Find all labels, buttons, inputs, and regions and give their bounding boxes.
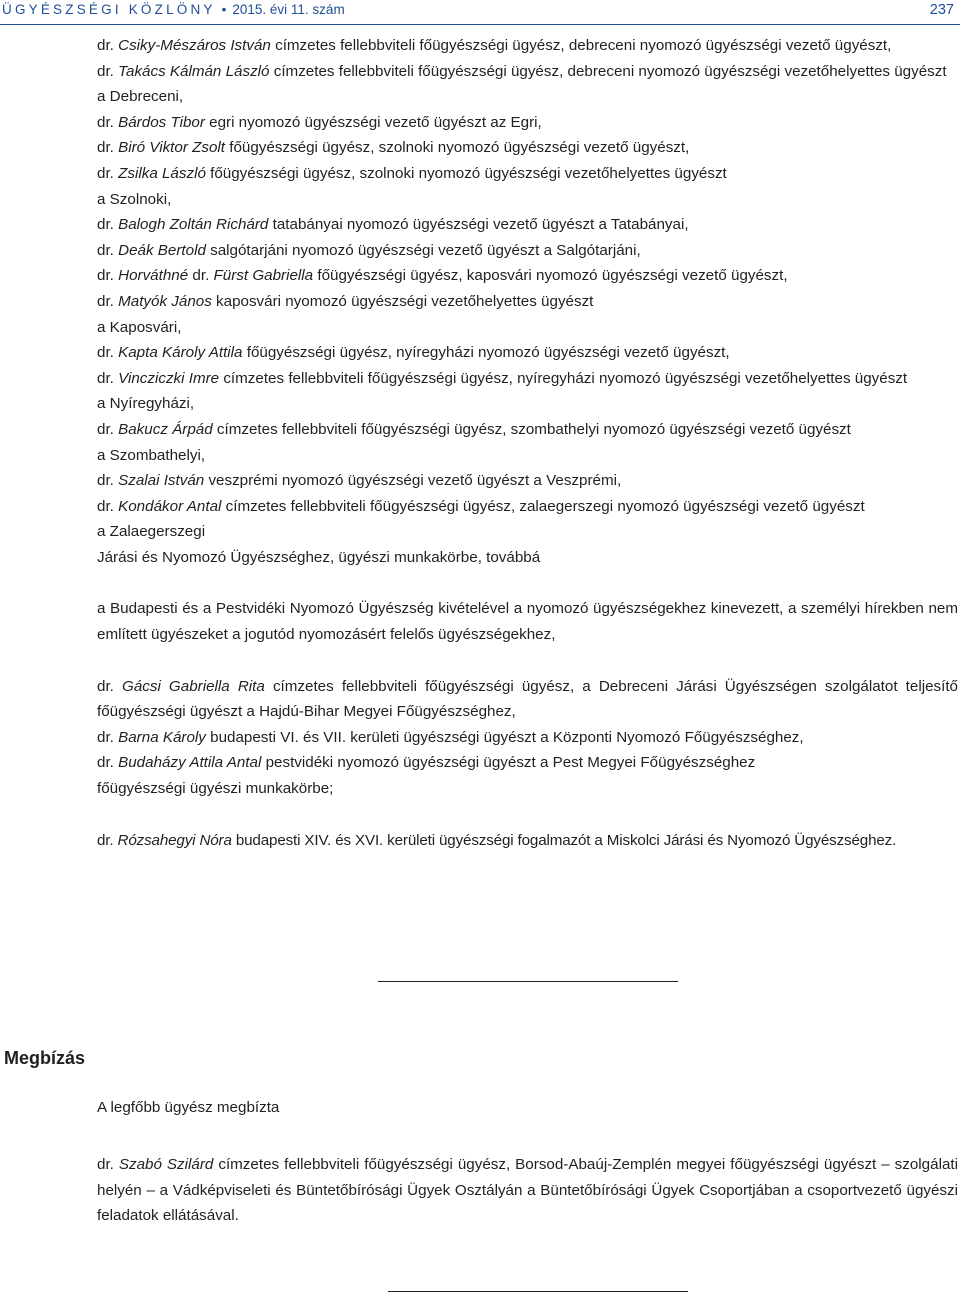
appointment-paragraph: dr. Szabó Szilárd címzetes fellebbviteli főügyészségi ügyész, Borsod-Abaúj-Zemplén megyei főügyészségi ügyészt – szolgálati helyén – a Vádképviseleti és Büntetőbírósági Ügyek Osztályán a Büntetőbírósági Ügyek Csoportjában a csoportvezető ügyészi feladatok ellátásával. — [97, 1156, 958, 1225]
list-item: a Nyíregyházi, — [97, 395, 195, 413]
list-item: dr. Csiky-Mészáros István címzetes fellebbviteli főügyészségi ügyész, debreceni nyomozó ügyészségi vezető ügyészt, — [97, 37, 892, 54]
list-item: dr. Takács Kálmán László címzetes fellebbviteli főügyészségi ügyész, debreceni nyomozó ügyészségi vezetőhelyettes ügyészt — [97, 62, 947, 80]
list-item: dr. Barna Károly budapesti VI. és VII. kerületi ügyészségi ügyészt a Központi Nyomozó Főügyészséghez, — [97, 728, 804, 746]
list-item: a Zalaegerszegi — [97, 523, 206, 541]
list-item: a Szombathelyi, — [97, 446, 206, 464]
list-item: dr. Balogh Zoltán Richárd tatabányai nyomozó ügyészségi vezető ügyészt a Tatabányai, — [97, 216, 689, 234]
list-item: dr. Zsilka László főügyészségi ügyész, szolnoki nyomozó ügyészségi vezetőhelyettes ügyészt — [97, 164, 727, 182]
list-item: a Szolnoki, — [97, 190, 172, 208]
divider — [388, 1291, 688, 1292]
list-item: dr. Bárdos Tibor egri nyomozó ügyészségi vezető ügyészt az Egri, — [97, 113, 542, 131]
list-item: dr. Budaházy Attila Antal pestvidéki nyomozó ügyészségi ügyészt a Pest Megyei Főügyészséghez főügyészségi ügyészi munkakörbe; — [97, 754, 756, 798]
list-item: dr. Vincziczki Imre címzetes fellebbviteli főügyészségi ügyész, nyíregyházi nyomozó ügyészségi vezetőhelyettes ügyészt — [97, 369, 908, 387]
issue-label: 2015. évi 11. szám — [232, 2, 345, 17]
list-item: a Debreceni, — [97, 88, 184, 106]
paragraph-budapest: a Budapesti és a Pestvidéki Nyomozó Ügyészség kivételével a nyomozó ügyészségekhez kinevezett, a személyi hírekben nem említett ügyészeket a jogutód nyomozásért felelős ügyészségekhez, — [97, 600, 958, 644]
list-item: dr. Bakucz Árpád címzetes fellebbviteli főügyészségi ügyész, szombathelyi nyomozó ügyészségi vezető ügyészt — [97, 420, 851, 438]
list-item: Járási és Nyomozó Ügyészséghez, ügyészi munkakörbe, továbbá — [97, 548, 541, 566]
list-item: dr. Horváthné dr. Fürst Gabriella főügyészségi ügyész, kaposvári nyomozó ügyészségi vezető ügyészt, — [97, 267, 788, 285]
spacer — [97, 802, 958, 828]
document-body — [97, 33, 958, 853]
list-item: dr. Rózsahegyi Nóra budapesti XIV. és XVI. kerületi ügyészségi fogalmazót a Miskolci Járási és Nyomozó Ügyészséghez. — [97, 831, 897, 849]
list-item: dr. Gácsi Gabriella Rita címzetes fellebbviteli főügyészségi ügyész, a Debreceni Járási Ügyészségen szolgálatot teljesítő főügyészségi ügyészt a Hajdú-Bihar Megyei Főügyészséghez, — [97, 677, 958, 721]
section-title: Megbízás — [4, 1048, 86, 1068]
list-item: dr. Deák Bertold salgótarjáni nyomozó ügyészségi vezető ügyészt a Salgótarjáni, — [97, 241, 641, 259]
divider — [378, 981, 678, 982]
list-item: a Kaposvári, — [97, 318, 182, 336]
page-header — [2, 2, 954, 22]
list-item: dr. Biró Viktor Zsolt főügyészségi ügyész, szolnoki nyomozó ügyészségi vezető ügyészt, — [97, 139, 690, 157]
list-item: dr. Kapta Károly Attila főügyészségi ügyész, nyíregyházi nyomozó ügyészségi vezető ügyészt, — [97, 344, 730, 362]
header-rule — [0, 24, 960, 25]
page-number: 237 — [929, 2, 954, 18]
list-item: dr. Kondákor Antal címzetes fellebbviteli főügyészségi ügyész, zalaegerszegi nyomozó ügyészségi vezető ügyészt — [97, 497, 865, 515]
list-item: dr. Matyók János kaposvári nyomozó ügyészségi vezetőhelyettes ügyészt — [97, 292, 594, 310]
list-item: dr. Szalai István veszprémi nyomozó ügyészségi vezető ügyészt a Veszprémi, — [97, 472, 622, 490]
spacer — [97, 648, 958, 674]
header-separator: • — [221, 2, 227, 17]
journal-title: ÜGYÉSZSÉGI KÖZLÖNY — [2, 2, 216, 17]
intro-text: A legfőbb ügyész megbízta — [97, 1099, 280, 1116]
spacer — [97, 570, 958, 596]
